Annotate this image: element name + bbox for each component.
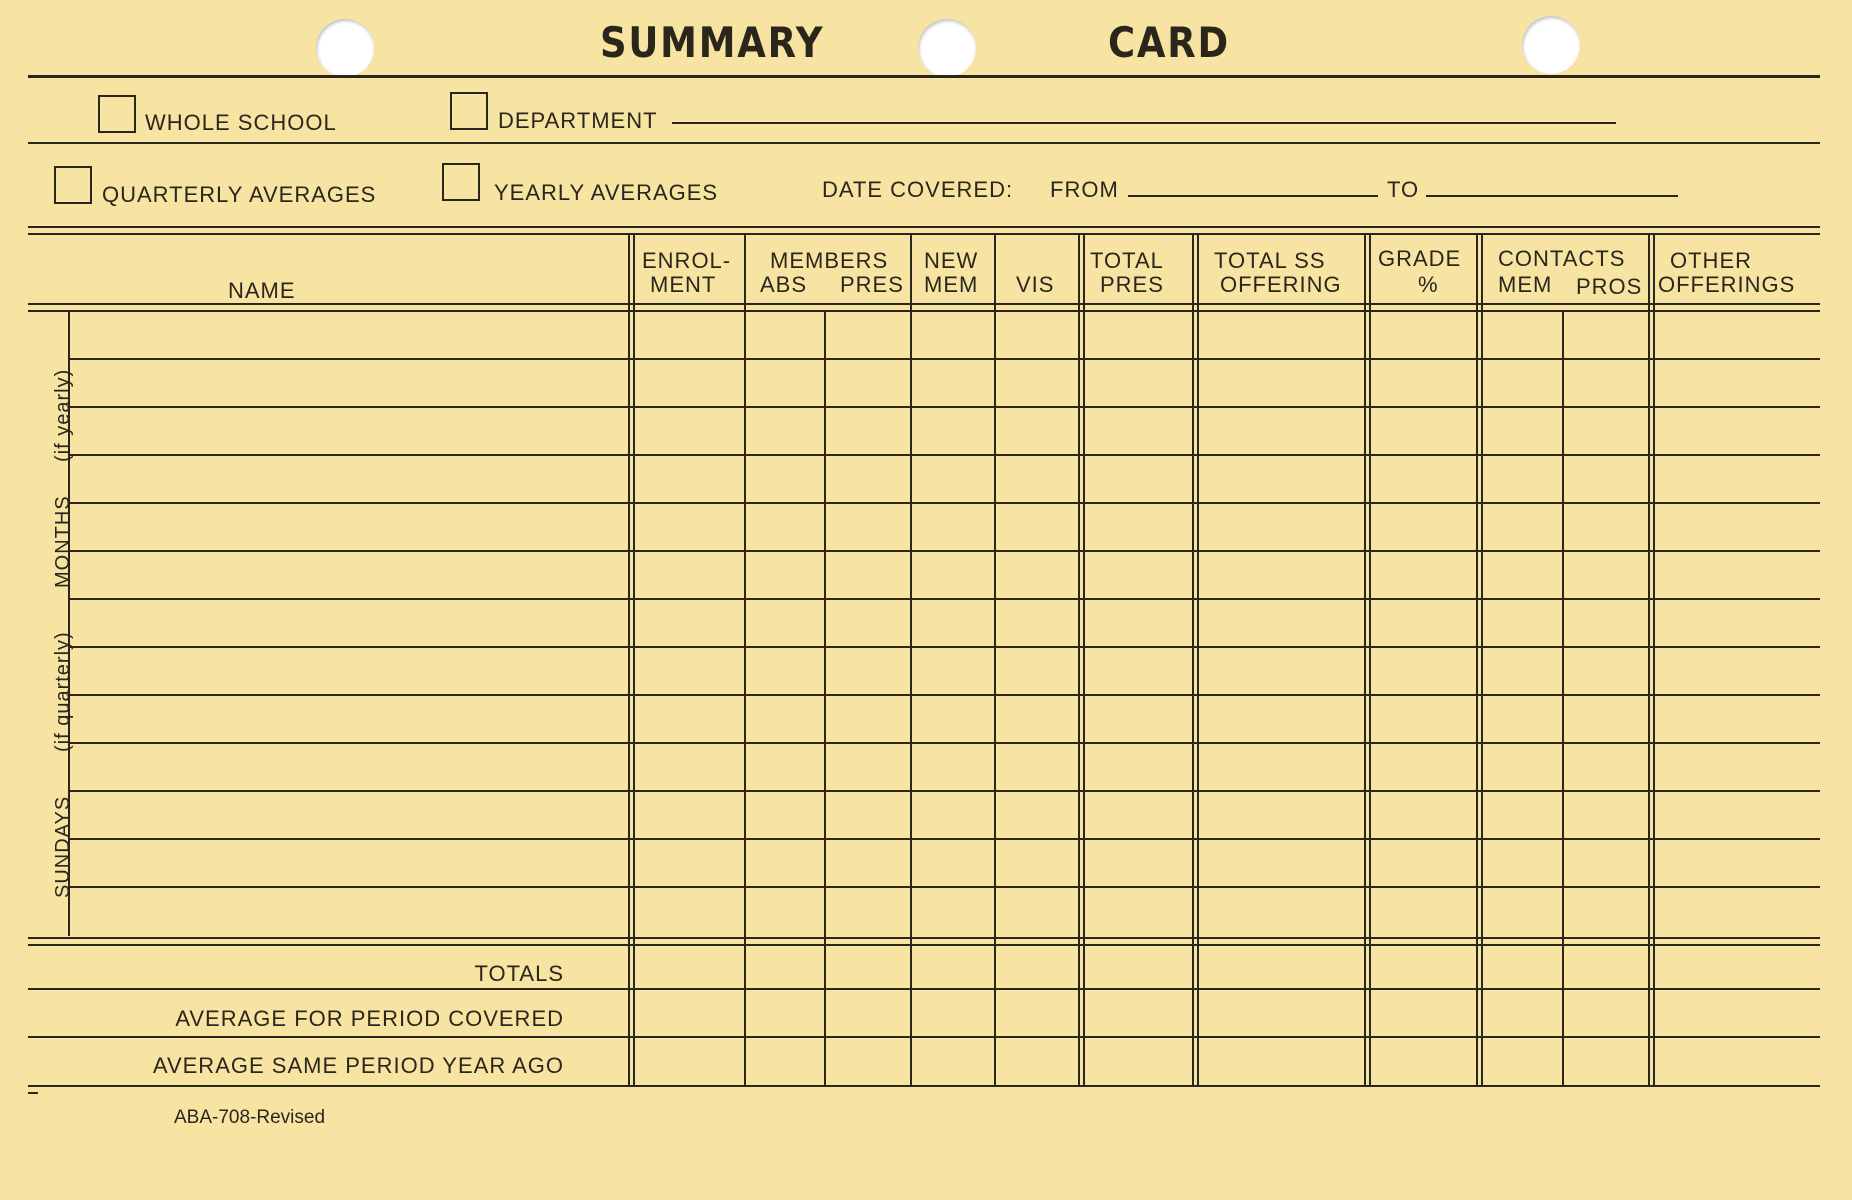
to-label: TO <box>1387 177 1420 202</box>
data-bottom-rule-2 <box>28 944 1820 946</box>
header-bottom-rule-2 <box>28 310 1820 312</box>
spacer <box>28 1092 38 1094</box>
punch-hole-middle <box>918 19 976 77</box>
data-row-line <box>70 406 1820 408</box>
column-divider <box>910 234 912 1085</box>
header-name: NAME <box>228 278 296 303</box>
whole-school-label: WHOLE SCHOOL <box>145 110 337 135</box>
yearly-averages-checkbox[interactable] <box>442 163 480 201</box>
top-rule <box>28 75 1820 78</box>
quarterly-averages-label: QUARTERLY AVERAGES <box>102 182 377 207</box>
title-card: CARD <box>1108 18 1230 67</box>
data-row-line <box>70 838 1820 840</box>
column-divider-double <box>1369 234 1371 1085</box>
header-contacts-mem: MEM <box>1498 272 1553 297</box>
side-label-if-yearly: (if yearly) <box>52 368 74 462</box>
header-vis: VIS <box>1016 272 1055 297</box>
data-row-line <box>70 742 1820 744</box>
header-total-pres-1: TOTAL <box>1090 248 1164 273</box>
data-row-line <box>70 790 1820 792</box>
totals-label: TOTALS <box>474 961 564 986</box>
data-row-line <box>70 550 1820 552</box>
side-label-months: MONTHS <box>52 495 74 588</box>
column-divider-double <box>1197 234 1199 1085</box>
header-grade-1: GRADE <box>1378 246 1462 271</box>
header-bottom-rule <box>28 303 1820 305</box>
header-ss-offering-1: TOTAL SS <box>1214 248 1326 273</box>
column-divider-double <box>633 234 635 1085</box>
header-other-1: OTHER <box>1670 248 1752 273</box>
column-divider <box>1648 234 1650 1085</box>
column-divider <box>1192 234 1194 1085</box>
column-divider <box>1476 234 1478 1085</box>
column-divider <box>1364 234 1366 1085</box>
avg-year-ago-label: AVERAGE SAME PERIOD YEAR AGO <box>152 1053 564 1078</box>
date-covered-label: DATE COVERED: <box>822 177 1014 202</box>
yearly-averages-label: YEARLY AVERAGES <box>494 180 719 205</box>
department-label: DEPARTMENT <box>498 108 658 133</box>
punch-hole-right <box>1522 16 1580 74</box>
data-row-line <box>70 358 1820 360</box>
header-members: MEMBERS <box>770 248 889 273</box>
avg-period-row-line <box>28 1036 1820 1038</box>
options-rule <box>28 142 1820 144</box>
form-number: ABA-708-Revised <box>174 1107 326 1128</box>
header-contacts-pros: PROS <box>1576 274 1643 299</box>
data-row-line <box>70 694 1820 696</box>
column-divider-double <box>1653 234 1655 1085</box>
header-top-rule-2 <box>28 233 1820 235</box>
header-enrolment-1: ENROL- <box>642 248 732 273</box>
department-checkbox[interactable] <box>450 92 488 130</box>
data-row-line <box>70 646 1820 648</box>
column-divider <box>994 234 996 1085</box>
from-label: FROM <box>1050 177 1119 202</box>
header-grade-2: % <box>1418 272 1439 297</box>
header-ss-offering-2: OFFERING <box>1220 272 1342 297</box>
title-summary: SUMMARY <box>600 18 825 67</box>
column-divider-double <box>1481 234 1483 1085</box>
department-field[interactable] <box>672 122 1616 124</box>
data-bottom-rule <box>28 937 1820 939</box>
avg-period-label: AVERAGE FOR PERIOD COVERED <box>175 1006 564 1031</box>
column-divider <box>628 234 630 1085</box>
header-new-1: NEW <box>924 248 979 273</box>
header-total-pres-2: PRES <box>1100 272 1164 297</box>
header-other-2: OFFERINGS <box>1658 272 1796 297</box>
data-row-line <box>70 886 1820 888</box>
data-row-line <box>70 598 1820 600</box>
header-pres: PRES <box>840 272 904 297</box>
column-divider <box>1562 310 1564 1085</box>
column-divider-double <box>1083 234 1085 1085</box>
column-divider <box>824 310 826 1085</box>
header-enrolment-2: MENT <box>650 272 717 297</box>
from-field[interactable] <box>1128 195 1378 197</box>
avg-year-ago-row-line <box>28 1085 1820 1087</box>
to-field[interactable] <box>1426 195 1678 197</box>
punch-hole-left <box>316 19 374 77</box>
column-divider <box>1078 234 1080 1085</box>
quarterly-averages-checkbox[interactable] <box>54 166 92 204</box>
header-top-rule <box>28 226 1820 228</box>
side-label-if-quarterly: (if quarterly) <box>52 631 74 752</box>
header-new-2: MEM <box>924 272 979 297</box>
data-row-line <box>70 502 1820 504</box>
totals-row-line <box>28 988 1820 990</box>
header-abs: ABS <box>760 272 808 297</box>
data-row-line <box>70 454 1820 456</box>
column-divider <box>744 234 746 1085</box>
side-label-sundays: SUNDAYS <box>52 795 74 898</box>
header-contacts: CONTACTS <box>1498 246 1626 271</box>
whole-school-checkbox[interactable] <box>98 95 136 133</box>
